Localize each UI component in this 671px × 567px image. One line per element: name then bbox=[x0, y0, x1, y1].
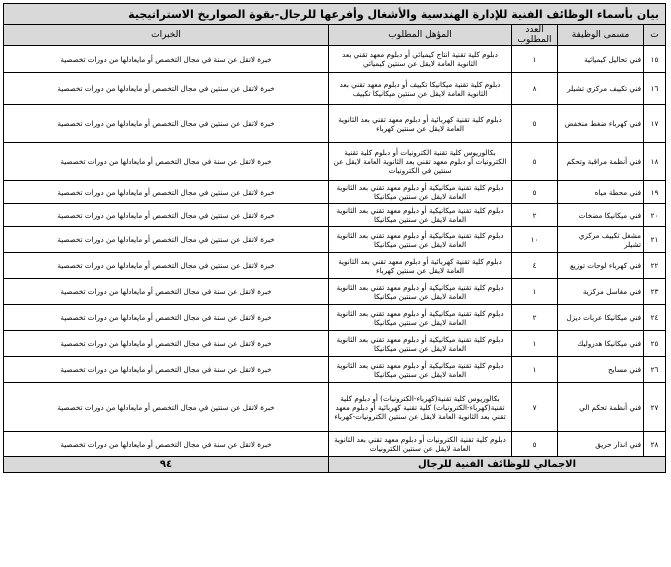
row-job-title: فني مغاسل مركزية bbox=[558, 279, 644, 305]
row-count: ٤ bbox=[512, 253, 558, 279]
row-job-title: فني مسابح bbox=[558, 357, 644, 383]
row-experience: خبرة لاتقل عن سنتين في مجال التخصص أو مايعادلها من دورات تخصصية bbox=[4, 181, 329, 204]
jobs-sheet bbox=[3, 3, 665, 473]
header-count: العدد المطلوب bbox=[512, 25, 558, 46]
row-experience: خبرة لاتقل عن سنة في مجال التخصص أو مايعادلها من دورات تخصصية bbox=[4, 279, 329, 305]
row-experience: خبرة لاتقل عن سنتين في مجال التخصص أو مايعادلها من دورات تخصصية bbox=[4, 253, 329, 279]
table-row bbox=[4, 105, 666, 143]
page-title: بيان بأسماء الوظائف الفنية للإدارة الهندسية والأشغال وأفرعها للرجال-بقوة الصواريخ الاستراتيجية bbox=[4, 4, 666, 25]
row-qualification: دبلوم كلية تقنية ميكانيكية أو دبلوم معهد تقني بعد الثانوية العامة لايقل عن سنتين ميكانيكا bbox=[329, 204, 512, 227]
row-qualification: دبلوم كلية تقنية الكترونيات أو دبلوم معهد تقني بعد الثانوية العامة لايقل عن سنتين الكترونيات bbox=[329, 432, 512, 457]
row-number: ٢٣ bbox=[644, 279, 666, 305]
row-experience: خبرة لاتقل عن سنة في مجال التخصص أو مايعادلها من دورات تخصصية bbox=[4, 143, 329, 181]
row-experience: خبرة لاتقل عن سنة في مجال التخصص أو مايعادلها من دورات تخصصية bbox=[4, 331, 329, 357]
row-qualification: دبلوم كلية تقنية كهربائية أو دبلوم معهد تقني بعد الثانوية العامة لايقل عن سنتين كهرباء bbox=[329, 105, 512, 143]
row-qualification: دبلوم كلية تقنية ميكانيكية أو دبلوم معهد تقني بعد الثانوية العامة لايقل عن سنتين ميكانيكا bbox=[329, 279, 512, 305]
total-value: ٩٤ bbox=[4, 457, 329, 473]
row-experience: خبرة لاتقل عن سنة في مجال التخصص أو مايعادلها من دورات تخصصية bbox=[4, 46, 329, 73]
table-row bbox=[4, 331, 666, 357]
row-count: ٧ bbox=[512, 383, 558, 432]
row-experience: خبرة لاتقل عن سنتين في مجال التخصص أو مايعادلها من دورات تخصصية bbox=[4, 105, 329, 143]
row-number: ٢٥ bbox=[644, 331, 666, 357]
row-count: ١ bbox=[512, 46, 558, 73]
table-row bbox=[4, 143, 666, 181]
table-row bbox=[4, 357, 666, 383]
row-experience: خبرة لاتقل عن سنتين في مجال التخصص أو مايعادلها من دورات تخصصية bbox=[4, 204, 329, 227]
row-experience: خبرة لاتقل عن سنة في مجال التخصص أو مايعادلها من دورات تخصصية bbox=[4, 357, 329, 383]
row-number: ١٦ bbox=[644, 73, 666, 105]
row-number: ٢٠ bbox=[644, 204, 666, 227]
row-number: ١٧ bbox=[644, 105, 666, 143]
row-count: ٥ bbox=[512, 143, 558, 181]
total-row bbox=[4, 457, 666, 473]
table-row bbox=[4, 279, 666, 305]
row-number: ٢٤ bbox=[644, 305, 666, 331]
row-qualification: دبلوم كلية تقنية ميكانيكية أو دبلوم معهد تقني بعد الثانوية العامة لايقل عن سنتين ميكانيكا bbox=[329, 181, 512, 204]
row-count: ٨ bbox=[512, 73, 558, 105]
table-row bbox=[4, 432, 666, 457]
row-qualification: بكالوريوس كلية تقنية(كهرباء-الكترونيات) أو دبلوم كلية تقنية(كهرباء-الكترونيات) كلية تقنية كهربائية أو دبلوم معهد تقني بعد الثانوية العامة لايقل عن سنتين الكترونيات-كهرباء bbox=[329, 383, 512, 432]
row-number: ١٥ bbox=[644, 46, 666, 73]
row-job-title: فني كهرباء لوحات توزيع bbox=[558, 253, 644, 279]
total-label: الاجمالي للوظائف الفنية للرجال bbox=[329, 457, 666, 473]
jobs-table bbox=[3, 3, 666, 473]
header-num: ت bbox=[644, 25, 666, 46]
row-number: ٢٧ bbox=[644, 383, 666, 432]
row-qualification: دبلوم كلية تقنية ميكانيكية أو دبلوم معهد تقني بعد الثانوية العامة لايقل عن سنتين ميكانيكا bbox=[329, 305, 512, 331]
row-experience: خبرة لاتقل عن سنة في مجال التخصص أو مايعادلها من دورات تخصصية bbox=[4, 432, 329, 457]
row-qualification: دبلوم كلية تقنية ميكانيكا تكييف أو دبلوم معهد تقني بعد الثانوية العامة لايقل عن سنتين ميكانيكا تكييف bbox=[329, 73, 512, 105]
header-job: مسمى الوظيفة bbox=[558, 25, 644, 46]
table-row bbox=[4, 181, 666, 204]
row-number: ١٩ bbox=[644, 181, 666, 204]
row-experience: خبرة لاتقل عن سنة في مجال التخصص أو مايعادلها من دورات تخصصية bbox=[4, 305, 329, 331]
row-count: ٥ bbox=[512, 105, 558, 143]
row-number: ١٨ bbox=[644, 143, 666, 181]
row-number: ٢٢ bbox=[644, 253, 666, 279]
title-row bbox=[4, 4, 666, 25]
row-experience: خبرة لاتقل عن سنتين في مجال التخصص أو مايعادلها من دورات تخصصية bbox=[4, 227, 329, 253]
row-count: ١ bbox=[512, 357, 558, 383]
row-qualification: دبلوم كلية تقنية ميكانيكية أو دبلوم معهد تقني بعد الثانوية العامة لايقل عن سنتين ميكانيكا bbox=[329, 331, 512, 357]
header-experience: الخبرات bbox=[4, 25, 329, 46]
row-qualification: دبلوم كلية تقنية ميكانيكية أو دبلوم معهد تقني بعد الثانوية العامة لايقل عن سنتين ميكانيكا bbox=[329, 357, 512, 383]
row-qualification: دبلوم كلية تقنية كهربائية أو دبلوم معهد تقني بعد الثانوية العامة لايقل عن سنتين كهرباء bbox=[329, 253, 512, 279]
row-job-title: فني ميكانيكا عربات ديزل bbox=[558, 305, 644, 331]
row-experience: خبرة لاتقل عن سنتين في مجال التخصص أو مايعادلها من دورات تخصصية bbox=[4, 73, 329, 105]
row-count: ١ bbox=[512, 279, 558, 305]
row-count: ٢ bbox=[512, 204, 558, 227]
row-qualification: دبلوم كلية تقنية ميكانيكية أو دبلوم معهد تقني بعد الثانوية العامة لايقل عن سنتين ميكانيكا bbox=[329, 227, 512, 253]
table-row bbox=[4, 204, 666, 227]
header-row bbox=[4, 25, 666, 46]
row-number: ٢١ bbox=[644, 227, 666, 253]
row-job-title: فني ميكانيكا هدروليك bbox=[558, 331, 644, 357]
row-count: ٥ bbox=[512, 432, 558, 457]
row-experience: خبرة لاتقل عن سنتين في مجال التخصص أو مايعادلها من دورات تخصصية bbox=[4, 383, 329, 432]
row-job-title: فني كهرباء ضغط منخفض bbox=[558, 105, 644, 143]
row-job-title: مشغل تكييف مركزي تشيلر bbox=[558, 227, 644, 253]
row-count: ١ bbox=[512, 331, 558, 357]
row-job-title: فني تحاليل كيميائية bbox=[558, 46, 644, 73]
row-qualification: بكالوريوس كلية تقنية الكترونيات أو دبلوم كلية تقنية الكترونيات أو دبلوم معهد تقني بعد الثانوية العامة لايقل عن سنتين في الكترونيات bbox=[329, 143, 512, 181]
header-qualification: المؤهل المطلوب bbox=[329, 25, 512, 46]
table-row bbox=[4, 227, 666, 253]
table-row bbox=[4, 73, 666, 105]
row-job-title: فني محطة مياه bbox=[558, 181, 644, 204]
row-qualification: دبلوم كلية تقنية انتاج كيميائي أو دبلوم معهد تقني بعد الثانوية العامة لايقل عن سنتين كيميائي bbox=[329, 46, 512, 73]
row-job-title: فني أنظمة مراقبة وتحكم bbox=[558, 143, 644, 181]
row-job-title: فني انذار حريق bbox=[558, 432, 644, 457]
table-row bbox=[4, 383, 666, 432]
table-row bbox=[4, 253, 666, 279]
row-job-title: فني أنظمة تحكم الي bbox=[558, 383, 644, 432]
row-count: ١٠ bbox=[512, 227, 558, 253]
table-row bbox=[4, 46, 666, 73]
row-number: ٢٦ bbox=[644, 357, 666, 383]
table-row bbox=[4, 305, 666, 331]
row-count: ٢ bbox=[512, 305, 558, 331]
row-job-title: فني ميكانيكا مضخات bbox=[558, 204, 644, 227]
row-number: ٢٨ bbox=[644, 432, 666, 457]
row-count: ٥ bbox=[512, 181, 558, 204]
row-job-title: فني تكييف مركزي تشيلر bbox=[558, 73, 644, 105]
